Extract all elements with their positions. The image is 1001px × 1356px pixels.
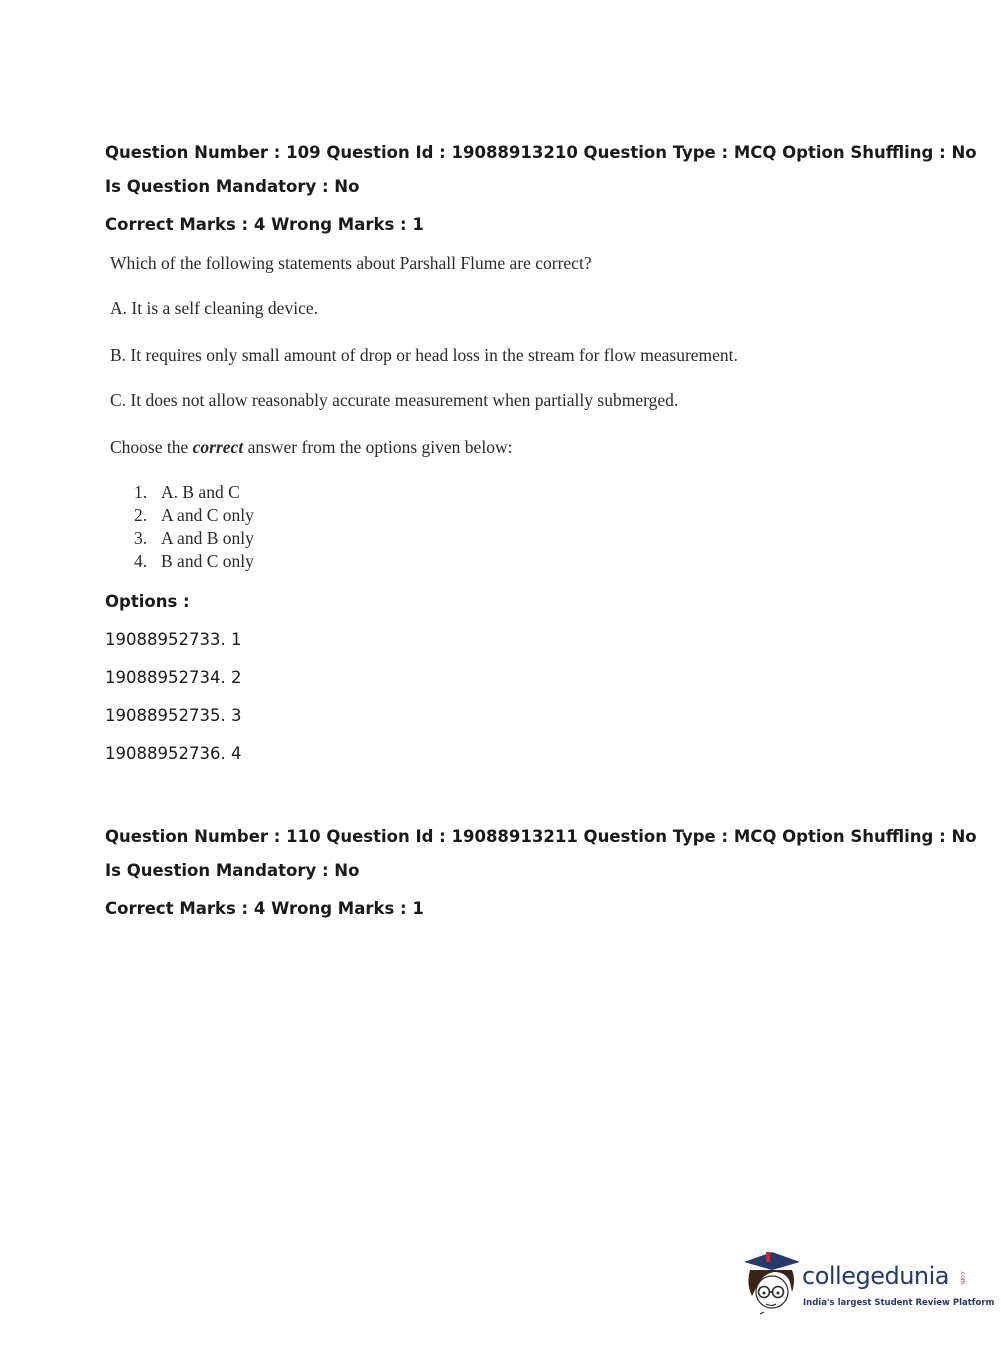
q109-statement-b: B. It requires only small amount of drop or head loss in the stream for flow measurement. [110, 345, 738, 365]
q110-marks: Correct Marks : 4 Wrong Marks : 1 [105, 899, 424, 918]
q109-choose-instruction [110, 437, 512, 458]
q110-mandatory: Is Question Mandatory : No [105, 861, 360, 880]
q109-option-3: 19088952735. 3 [105, 706, 242, 725]
collegedunia-logo [742, 1248, 995, 1316]
q109-options-label: Options : [105, 592, 190, 611]
answer-text: A and C only [161, 505, 254, 525]
answer-list-item [134, 481, 254, 504]
answer-num: 1. [134, 482, 148, 502]
choose-suffix: answer from the options given below: [243, 437, 513, 457]
answer-num: 4. [134, 551, 148, 571]
q109-marks: Correct Marks : 4 Wrong Marks : 1 [105, 215, 424, 234]
q109-mandatory: Is Question Mandatory : No [105, 177, 360, 196]
q109-answer-list [134, 481, 254, 573]
logo-tagline: India's largest Student Review Platform [803, 1298, 995, 1308]
choose-prefix: Choose the [110, 437, 193, 457]
answer-text: B and C only [161, 551, 254, 571]
answer-num: 3. [134, 528, 148, 548]
q109-option-2: 19088952734. 2 [105, 668, 242, 687]
q109-option-4: 19088952736. 4 [105, 744, 242, 763]
mascot-icon [742, 1248, 800, 1316]
q109-statement-a: A. It is a self cleaning device. [110, 298, 318, 318]
logo-brand-text: collegedunia [802, 1262, 950, 1290]
answer-list-item [134, 504, 254, 527]
answer-num: 2. [134, 505, 148, 525]
answer-text: A. B and C [161, 482, 240, 502]
q109-stem: Which of the following statements about Parshall Flume are correct? [110, 253, 592, 273]
answer-list-item [134, 527, 254, 550]
q109-header-line1: Question Number : 109 Question Id : 19088913210 Question Type : MCQ Option Shuffling : No [105, 143, 977, 162]
answer-text: A and B only [161, 528, 254, 548]
q110-header-line1: Question Number : 110 Question Id : 19088913211 Question Type : MCQ Option Shuffling : No [105, 827, 977, 846]
answer-list-item [134, 550, 254, 573]
q109-statement-c: C. It does not allow reasonably accurate measurement when partially submerged. [110, 390, 679, 410]
q109-option-1: 19088952733. 1 [105, 630, 242, 649]
choose-emphasis: correct [192, 437, 244, 457]
logo-com-text: .com [959, 1270, 966, 1285]
